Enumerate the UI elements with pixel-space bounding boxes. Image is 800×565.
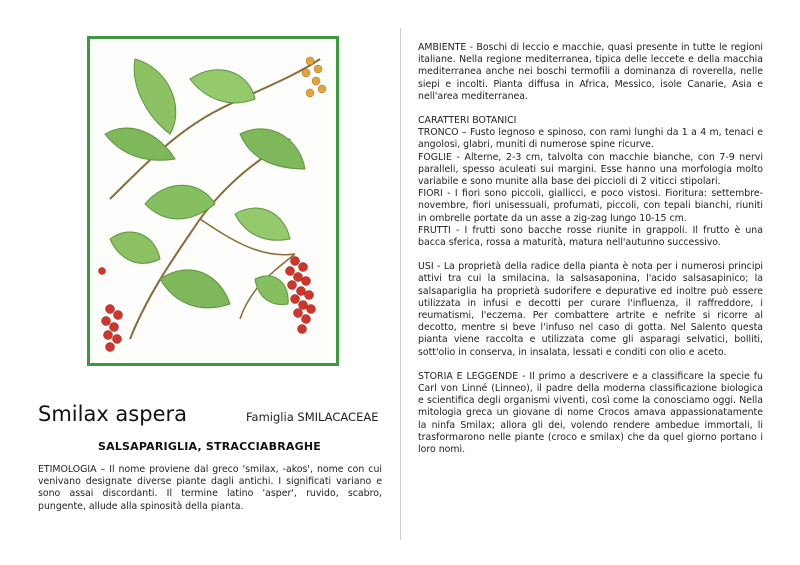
- fiori-paragraph: FIORI - I fiori sono piccoli, giallicci, e poco vistosi. Fioritura: settembre-novembre, fiori unisessuali, profumati, piccoli, con tepali bianchi, riuniti in ombrelle portate da un asse a zig-zag lungo 10-15 cm.: [418, 188, 763, 224]
- foglie-paragraph: FOGLIE - Alterne, 2-3 cm, talvolta con macchie bianche, con 7-9 nervi paralleli, spesso aculeati sui margini. Esse hanno una morfologia molto variabile e sono munite alla base dei piccioli di 2 viticci stipolari.: [418, 151, 763, 188]
- smilax-aspera-illustration: [90, 39, 336, 363]
- caratteri-heading: CARATTERI BOTANICI: [418, 115, 517, 127]
- species-name: Smilax aspera: [38, 402, 187, 426]
- frutti-paragraph: FRUTTI - I frutti sono bacche rosse riunite in grappoli. Il frutto è una bacca sferica, rossa a maturità, matura nell'autunno successivo.: [418, 224, 763, 249]
- column-divider: [400, 28, 401, 540]
- usi-paragraph: USI - La proprietà della radice della pianta è nota per i numerosi principi attivi tra cui la smilacina, la salsasaponina, l'acido salsasapinico; la salsapariglia ha proprietà sudorifere e depurative ed inoltre può essere utilizzata in infusi e decotti per curare l'influenza, il raffreddore, i reumatismi, l'eczema. Per combattere artrite e nefrite si ricorre al decotto, mentre si beve l'infuso nel caso di gotta. Nel Salento questa pianta viene raccolta e utilizzata come gli asparagi selvatici, bolliti, sott'olio in conserva, in insalata, lessati e conditi con olio e aceto.: [418, 261, 763, 358]
- common-names-heading: SALSAPARIGLIA, STRACCIABRAGHE: [98, 440, 321, 453]
- right-column: [418, 42, 763, 456]
- ambiente-paragraph: AMBIENTE - Boschi di leccio e macchie, quasi presente in tutte le regioni italiane. Nella regione mediterranea, tipica delle leccete e della macchia mediterranea anche nei boschi termofili a dominanza di roverella, nelle siepi e incolti. Pianta diffusa in Africa, Messico, isole Canarie, Asia e nell'area mediterranea.: [418, 42, 763, 102]
- plant-illustration-frame: [87, 36, 339, 366]
- storia-paragraph: STORIA E LEGGENDE - Il primo a descrivere e a classificare la specie fu Carl von Linné (Linneo), il padre della moderna classificazione biologica e scientifica degli organismi viventi, così come la conosciamo oggi. Nella mitologia greca un giovane di nome Crocos amava appassionatamente la ninfa Smilax; allora gli dei, volendo rendere ambedue immortali, li trasformarono nelle piante (croco e smilax) che da quel giorno portano i loro nomi.: [418, 370, 763, 456]
- family-label: Famiglia SMILACACEAE: [246, 410, 379, 424]
- etimologia-paragraph: ETIMOLOGIA – Il nome proviene dal greco 'smilax, -akos', nome con cui venivano designate diverse piante dagli antichi. I significati variano e sono assai discordanti. Il termine latino 'asper', ruvido, scabro, pungente, allude alla spinosità della pianta.: [38, 464, 382, 512]
- tronco-paragraph: TRONCO – Fusto legnoso e spinoso, con rami lunghi da 1 a 4 m, tenaci e angolosi, glabri, muniti di numerose spine ricurve.: [418, 127, 763, 151]
